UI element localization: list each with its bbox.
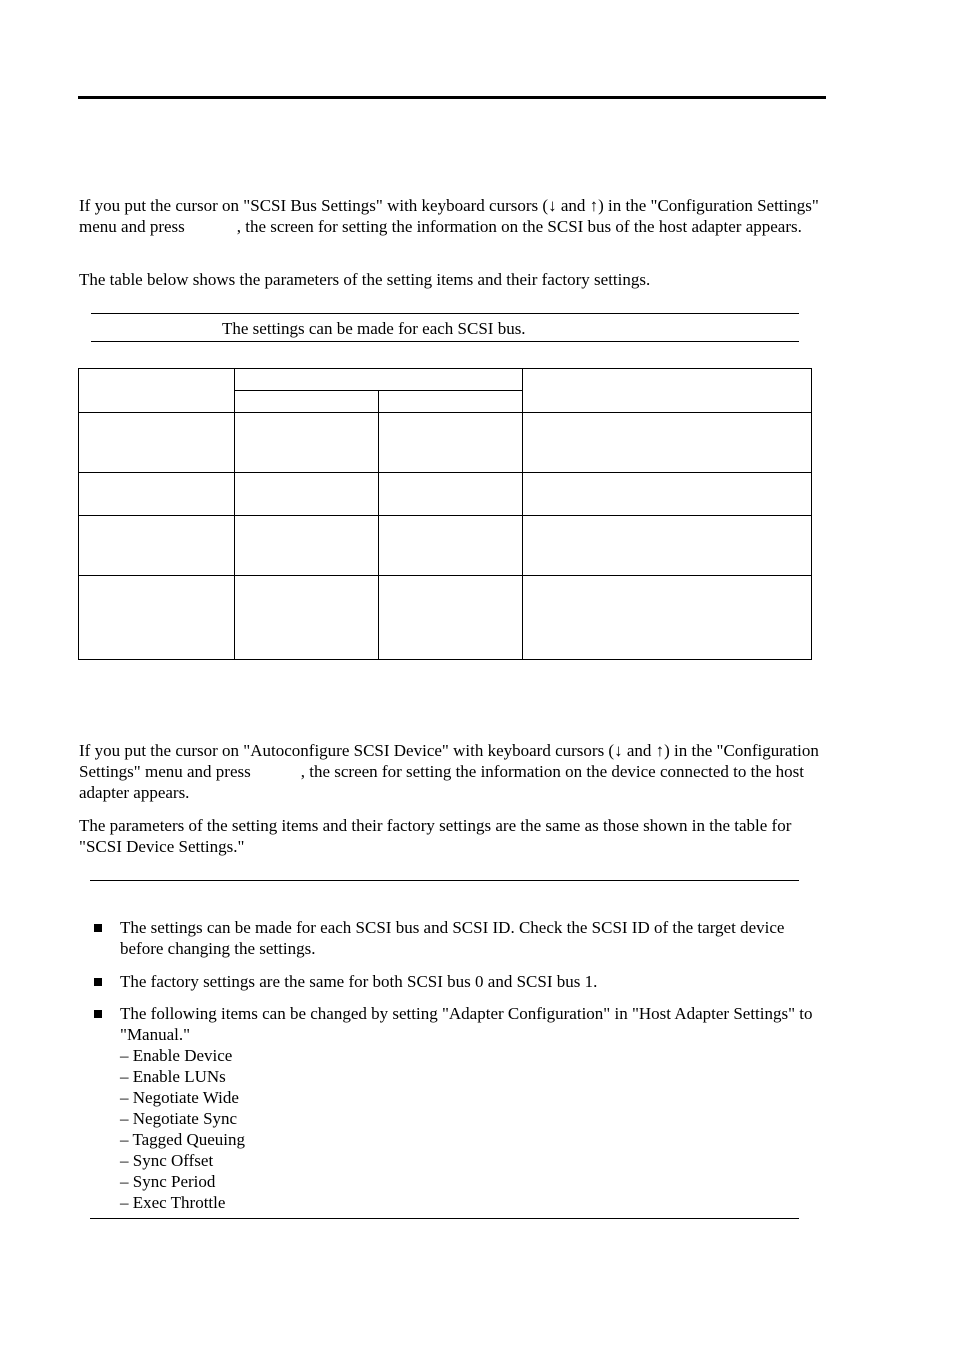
table-row [79,473,812,516]
bullet-icon [94,1003,104,1013]
table-cell [79,576,235,660]
table-cell [379,576,523,660]
bullet-icon [94,917,104,927]
sub-item: – Enable Device [120,1046,233,1065]
table-cell [523,473,812,516]
list-item: The factory settings are the same for both SCSI bus 0 and SCSI bus 1. [120,972,598,991]
table-cell [79,516,235,576]
section1-table-intro: The table below shows the parameters of the setting items and their factory settings. [79,270,651,289]
table-header-cell [79,369,235,413]
parameter-table [78,368,812,660]
table-header-cell [379,391,523,413]
list-item: The settings can be made for each SCSI bus and SCSI ID. Check the SCSI ID of the target device before changing the settings. [120,918,785,958]
note-rule-bottom [91,341,799,342]
note-rule-top [91,313,799,314]
table-cell [79,413,235,473]
sub-item: – Tagged Queuing [120,1130,246,1149]
bullet-icon [94,971,104,981]
table-header-row [79,369,812,391]
up-arrow-icon: ↑ [589,196,599,215]
section2-note-paragraph: The parameters of the setting items and their factory settings are the same as those shown in the table for "SCSI Device Settings." [79,816,792,856]
sub-item: – Negotiate Wide [120,1088,239,1107]
up-arrow-icon: ↑ [655,741,665,760]
section1-intro-paragraph: If you put the cursor on "SCSI Bus Settings" with keyboard cursors (↓ and ↑) in the "Configuration Settings" menu and press , the screen for setting the information on the SCSI bus of the host adapter appears. [79,196,819,236]
down-arrow-icon: ↓ [614,741,623,760]
table-cell [235,576,379,660]
sub-item: – Sync Offset [120,1151,214,1170]
sub-item: – Exec Throttle [120,1193,226,1212]
sub-item: – Sync Period [120,1172,216,1191]
table-header-cell [523,369,812,413]
notes-rule-bottom [90,1218,799,1219]
table-cell [235,413,379,473]
header-rule [78,96,826,99]
table-cell [379,473,523,516]
table-header-cell [235,369,523,391]
down-arrow-icon: ↓ [548,196,557,215]
sub-item: – Enable LUNs [120,1067,226,1086]
sub-item: – Negotiate Sync [120,1109,238,1128]
table-row [79,413,812,473]
section1-note: The settings can be made for each SCSI bus. [222,319,526,338]
list-item [120,1003,820,1213]
table-cell [379,413,523,473]
table-cell [235,473,379,516]
table-header-cell [235,391,379,413]
list-item-text: The following items can be changed by setting "Adapter Configuration" in "Host Adapter Settings" to "Manual." [120,1004,813,1044]
table-row [79,516,812,576]
section2-intro-paragraph: If you put the cursor on "Autoconfigure SCSI Device" with keyboard cursors (↓ and ↑) in the "Configuration Settings" menu and press , the screen for setting the information on the device connected to the host adapter appears. [79,741,819,802]
table-cell [523,413,812,473]
table-row [79,576,812,660]
table-cell [379,516,523,576]
table-cell [523,516,812,576]
table-cell [79,473,235,516]
table-cell [523,576,812,660]
notes-rule-top [90,880,799,881]
table-cell [235,516,379,576]
